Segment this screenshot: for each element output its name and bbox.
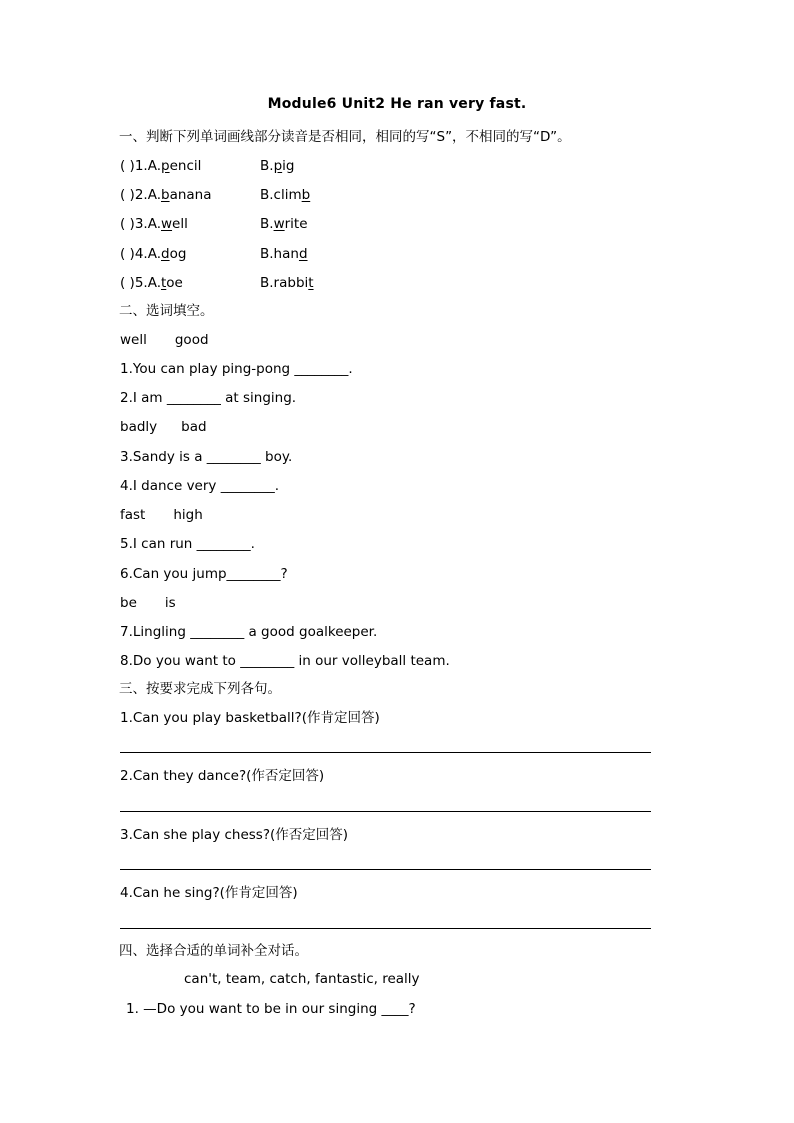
word-choice-pair-4: be is [120,595,176,611]
s2-question-3: 3.Sandy is a ________ boy. [120,449,293,465]
s1-item-3-option-b: B.write [260,216,308,232]
word-bank: can't, team, catch, fantastic, really [184,971,420,987]
item-number: ( )5.A. [120,275,161,291]
s1-item-3: ( )3.A.well [120,216,188,232]
item-number: ( )4.A. [120,246,161,262]
answer-line[interactable] [120,811,651,812]
answer-line[interactable] [120,928,651,929]
item-number: ( )1.A. [120,158,161,174]
s2-question-7: 7.Lingling ________ a good goalkeeper. [120,624,378,640]
underlined-letter: b [161,187,170,203]
section-1-heading: 一、判断下列单词画线部分读音是否相同，相同的写“S”，不相同的写“D”。 [119,129,571,145]
s4-dialogue-1: 1. —Do you want to be in our singing ____? [126,1001,416,1017]
s2-question-2: 2.I am ________ at singing. [120,390,297,406]
word-choice-pair-3: fast high [120,507,203,523]
s1-item-4-option-b: B.hand [260,246,308,262]
s3-question-4: 4.Can he sing?(作肯定回答) [120,885,298,901]
section-2-heading: 二、选词填空。 [119,303,214,319]
s3-question-1: 1.Can you play basketball?(作肯定回答) [120,710,380,726]
underlined-letter: b [301,187,311,203]
answer-line[interactable] [120,869,651,870]
underlined-letter: p [161,158,170,174]
s3-question-3: 3.Can she play chess?(作否定回答) [120,827,349,843]
s2-question-8: 8.Do you want to ________ in our volleyball team. [120,653,450,669]
section-4-heading: 四、选择合适的单词补全对话。 [119,943,308,959]
section-3-heading: 三、按要求完成下列各句。 [119,681,281,697]
s1-item-2-option-b: B.climb [260,187,311,203]
s1-item-1: ( )1.A.pencil [120,158,202,174]
underlined-letter: t [161,275,167,291]
item-number: ( )3.A. [120,216,161,232]
word-choice-pair-1: well good [120,332,209,348]
s2-question-1: 1.You can play ping-pong ________. [120,361,353,377]
page-title: Module6 Unit2 He ran very fast. [267,96,527,112]
underlined-letter: d [161,246,170,262]
underlined-letter: t [308,275,314,291]
s2-question-6: 6.Can you jump________? [120,566,288,582]
s2-question-5: 5.I can run ________. [120,536,255,552]
s3-question-2: 2.Can they dance?(作否定回答) [120,768,325,784]
word-choice-pair-2: badly bad [120,419,207,435]
s1-item-2: ( )2.A.banana [120,187,212,203]
s1-item-4: ( )4.A.dog [120,246,187,262]
underlined-letter: p [273,158,283,174]
underlined-letter: d [298,246,308,262]
underlined-letter: w [273,216,285,232]
s1-item-5: ( )5.A.toe [120,275,183,291]
s1-item-5-option-b: B.rabbit [260,275,314,291]
underlined-letter: w [161,216,173,232]
answer-line[interactable] [120,752,651,753]
s2-question-4: 4.I dance very ________. [120,478,279,494]
item-number: ( )2.A. [120,187,161,203]
s1-item-1-option-b: B.pig [260,158,295,174]
